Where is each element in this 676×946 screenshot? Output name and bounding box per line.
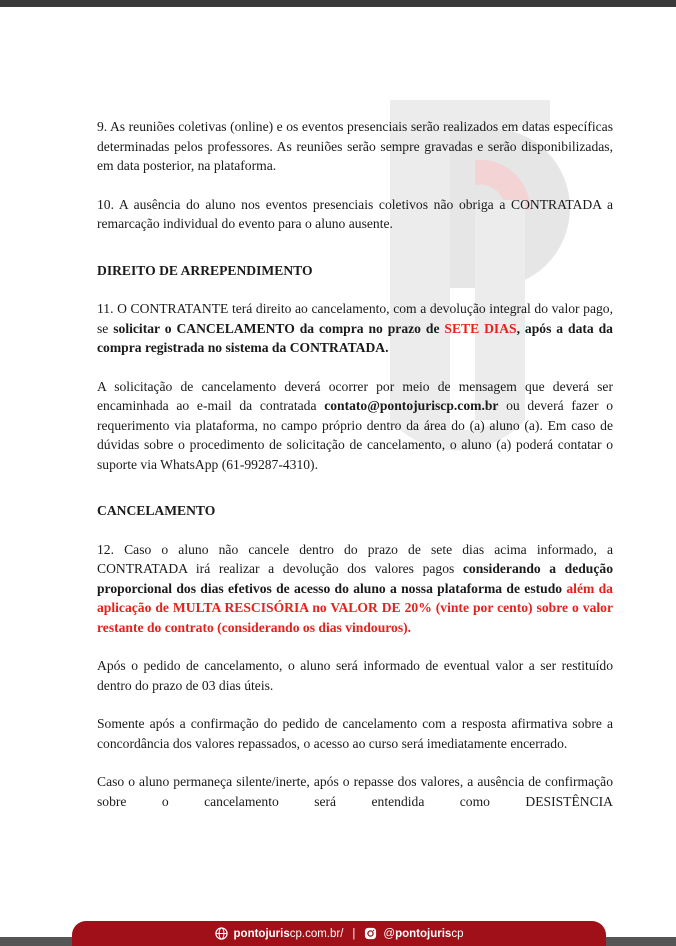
paragraph-caso-silente: Caso o aluno permaneça silente/inerte, após o repasse dos valores, a ausência de confirmação sobre o cancelamento será entendida como DESISTÊNCIA [97,774,613,809]
globe-icon [215,927,228,940]
paragraph-apos-pedido: Após o pedido de cancelamento, o aluno será informado de eventual valor a ser restituído dentro do prazo de 03 dias úteis. [97,658,613,693]
contact-email: contato@pontojuriscp.com.br [324,398,499,413]
footer-instagram[interactable] [364,927,463,940]
heading-direito-de-arrependimento: DIREITO DE ARREPENDIMENTO [97,262,313,278]
footer-insta-bold: pontojuris [395,927,452,940]
paragraph-11-bold: solicitar o CANCELAMENTO da compra no prazo de [113,320,445,336]
top-bar [0,0,676,7]
paragraph-solicitacao-text: A solicitação de cancelamento deverá ocorrer por meio de mensagem que deverá ser encaminhada ao e-mail da contratada [97,378,613,413]
paragraph-11-sete-dias: SETE DIAS [444,320,517,336]
footer-insta-rest: cp [451,927,464,940]
paragraph-solicitacao [97,377,613,475]
paragraph-11-bold-end: , após a data da compra registrada no sistema da CONTRATADA. [97,320,613,355]
paragraph-9: 9. As reuniões coletivas (online) e os eventos presenciais serão realizados em datas específicas determinadas pelos professores. As reuniões serão sempre gravadas e serão disponibilizadas, em data posterior, na plataforma. [97,119,613,173]
footer-site-bold: pontojuris [233,927,290,940]
instagram-icon [364,927,377,940]
footer-insta-at: @ [383,927,396,940]
footer-site-rest: cp.com.br/ [289,927,344,940]
heading-cancelamento: CANCELAMENTO [97,503,216,518]
document-body [97,117,613,830]
paragraph-11 [97,299,613,358]
paragraph-12-text: 12. Caso o aluno não cancele dentro do prazo de sete dias acima informado, a CONTRATADA irá realizar a devolução dos valores pagos [97,541,613,576]
paragraph-10: 10. A ausência do aluno nos eventos presenciais coletivos não obriga a CONTRATADA a remarcação individual do evento para o aluno ausente. [97,196,613,231]
footer-bar [72,921,606,946]
paragraph-11-text: 11. O CONTRATANTE terá direito ao cancelamento, com a devolução integral do valor pago, se [97,301,613,336]
footer-website[interactable] [215,927,344,940]
paragraph-12 [97,540,613,638]
footer-separator: | [352,927,356,940]
paragraph-12-bold: considerando a dedução proporcional dos dias efetivos de acesso do aluno a nossa plataforma de estudo [97,561,613,596]
paragraph-solicitacao-rest: ou deverá fazer o requerimento via plataforma, no campo próprio dentro da área do (a) aluno (a). Em caso de dúvidas sobre o procedimento de solicitação de cancelamento, o aluno (a) poderá contatar o suporte via WhatsApp (61-99287-4310). [97,398,613,472]
paragraph-12-multa: além da aplicação de MULTA RESCISÓRIA no VALOR DE 20% (vinte por cento) sobre o valor restante do contrato (considerando os dias vindouros). [97,580,613,635]
paragraph-somente-apos: Somente após a confirmação do pedido de cancelamento com a resposta afirmativa sobre a concordância dos valores repassados, o acesso ao curso será imediatamente encerrado. [97,716,613,751]
